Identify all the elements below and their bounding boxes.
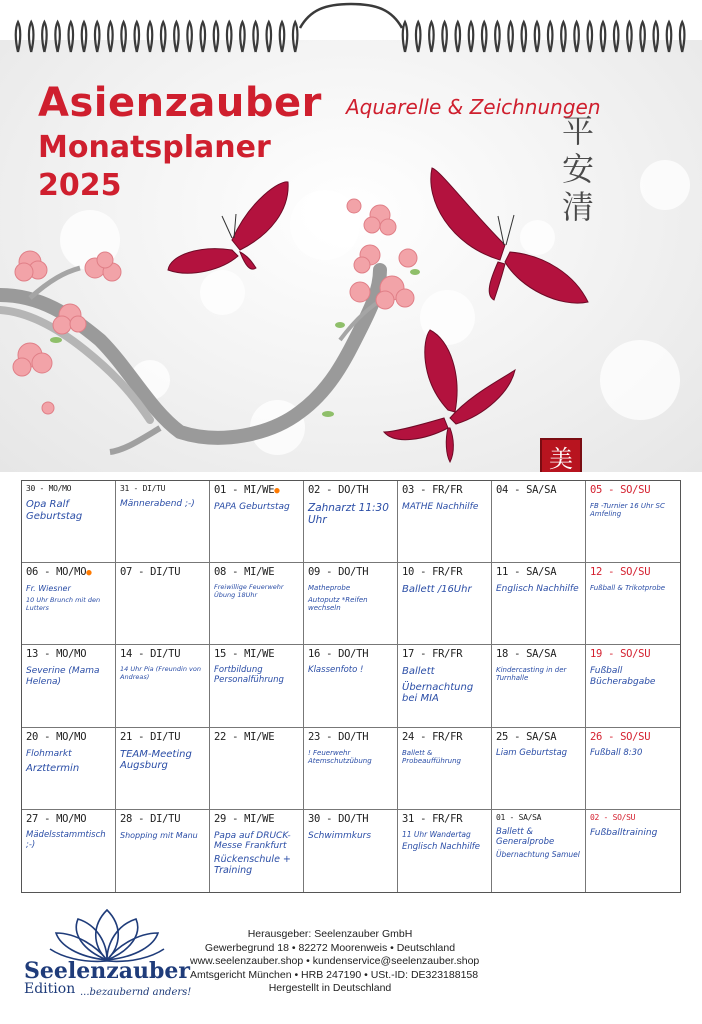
binding-ring	[654, 22, 659, 52]
day-cell	[22, 810, 116, 892]
day-cell	[304, 810, 398, 892]
day-cell	[210, 810, 304, 892]
handwritten-note: Liam Geburtstag	[496, 747, 568, 758]
day-label	[496, 813, 581, 822]
binding-ring	[640, 22, 645, 52]
binding-ring	[201, 22, 206, 52]
day-label	[26, 813, 111, 825]
day-cell	[398, 563, 492, 645]
binding-ring	[280, 22, 285, 52]
day-label	[120, 484, 205, 493]
day-cell	[116, 645, 210, 727]
day-label	[26, 648, 111, 660]
calendar-title: Asienzauber	[38, 80, 322, 126]
handwritten-note: Ballett & Probeaufführung	[402, 748, 461, 765]
day-cell	[210, 728, 304, 810]
binding-ring	[135, 22, 140, 52]
binding-ring	[574, 22, 579, 52]
binding-ring	[121, 22, 126, 52]
handwritten-note: Fortbildung Personalführung	[214, 665, 284, 686]
day-label	[26, 566, 111, 578]
handwritten-note: 10 Uhr Brunch mit den Lutters	[26, 596, 101, 612]
day-label-text: 24 - FR/FR	[402, 730, 463, 743]
holiday-dot-icon: ●	[86, 568, 92, 579]
day-label	[402, 813, 487, 825]
day-label	[496, 566, 581, 578]
day-label	[214, 566, 299, 578]
binding-ring	[214, 22, 219, 52]
binding-ring	[627, 22, 632, 52]
day-label-text: 29 - MI/WE	[214, 812, 275, 825]
handwritten-note: Klassenfoto !	[308, 665, 364, 676]
day-label	[26, 731, 111, 743]
day-label-text: 06 - MO/MO	[26, 566, 87, 579]
handwritten-note: Arzttermin	[26, 762, 80, 774]
day-label	[214, 484, 299, 496]
day-label	[214, 813, 299, 825]
handwritten-note: Ballett & Generalprobe	[496, 826, 555, 847]
handwritten-note: Männerabend ;-)	[120, 499, 195, 509]
day-cell	[586, 563, 680, 645]
day-label-text: 16 - DO/TH	[308, 648, 369, 661]
day-cell	[304, 728, 398, 810]
binding-ring	[508, 22, 512, 52]
red-seal-stamp: 美	[540, 438, 582, 472]
day-label-text: 15 - MI/WE	[214, 648, 275, 661]
spiral-binding	[0, 0, 702, 60]
handwritten-note: Freiwillige Feuerwehr Übung 18Uhr	[214, 583, 284, 599]
cover-artwork	[0, 40, 702, 472]
binding-ring	[253, 22, 258, 52]
binding-ring	[187, 22, 192, 52]
day-label-text: 01 - SA/SA	[496, 812, 542, 822]
day-label	[120, 731, 205, 743]
day-label-text: 22 - MI/WE	[214, 730, 275, 743]
day-label-text: 20 - MO/MO	[26, 730, 87, 743]
publisher-slogan: ...bezaubernd anders!	[80, 987, 192, 998]
handwritten-note: Übernachtung Samuel	[496, 850, 580, 860]
binding-ring	[469, 22, 474, 52]
binding-ring	[601, 22, 606, 52]
day-label-text: 13 - MO/MO	[26, 648, 87, 661]
imprint-line: Hergestellt in Deutschland	[268, 982, 392, 995]
day-cell	[22, 481, 116, 563]
day-cell	[492, 481, 586, 563]
imprint-line: Herausgeber: Seelenzauber GmbH	[247, 928, 413, 940]
day-cell	[304, 645, 398, 727]
handwritten-note: Rückenschule + Training	[214, 854, 291, 877]
handwritten-note: Englisch Nachhilfe	[496, 584, 579, 595]
day-label-text: 28 - DI/TU	[120, 812, 181, 825]
binding-ring	[82, 22, 87, 52]
day-label	[308, 813, 393, 825]
calendar-subtitle-planner: Monatsplaner	[38, 130, 271, 165]
handwritten-note: Fr. Wiesner	[26, 584, 71, 594]
day-cell	[398, 481, 492, 563]
day-label	[214, 648, 299, 660]
binding-ring	[161, 22, 166, 52]
day-label	[402, 648, 487, 660]
publisher-logo-name: Seelenzauber	[24, 958, 190, 984]
day-label	[402, 484, 487, 496]
day-cell	[210, 645, 304, 727]
day-label-text: 02 - SO/SU	[590, 812, 636, 822]
binding-ring	[416, 22, 421, 52]
handwritten-note: Fußball & Trikotprobe	[590, 584, 666, 593]
binding-ring	[429, 22, 434, 52]
day-label	[590, 813, 676, 822]
handwritten-note: Fußballtraining	[590, 827, 658, 838]
binding-ring	[108, 22, 113, 52]
day-cell	[398, 728, 492, 810]
day-cell	[492, 728, 586, 810]
day-label-text: 14 - DI/TU	[120, 648, 181, 661]
day-cell	[22, 728, 116, 810]
binding-ring	[588, 22, 593, 52]
day-label	[590, 484, 676, 496]
handwritten-note: Papa auf DRUCK-Messe Frankfurt	[214, 830, 291, 852]
binding-ring	[403, 22, 408, 52]
handwritten-note: Matheprobe	[308, 584, 351, 593]
handwritten-note: ! Feuerwehr Atemschutzübung	[308, 748, 372, 765]
day-cell	[398, 810, 492, 892]
day-label	[590, 731, 676, 743]
day-label-text: 03 - FR/FR	[402, 484, 463, 496]
imprint-block	[190, 928, 480, 996]
binding-ring	[227, 22, 232, 52]
day-cell	[492, 563, 586, 645]
day-label-text: 25 - SA/SA	[496, 730, 557, 743]
kanji-char: 平	[561, 112, 594, 150]
day-cell	[210, 563, 304, 645]
handwritten-note: Fußball Bücherabgabe	[590, 666, 656, 687]
calendar-tagline: Aquarelle & Zeichnungen	[346, 95, 601, 119]
day-label-text: 07 - DI/TU	[120, 566, 181, 579]
handwritten-note: Zahnarzt 11:30 Uhr	[308, 502, 389, 527]
day-cell	[116, 810, 210, 892]
day-cell	[586, 645, 680, 727]
day-label	[496, 648, 581, 660]
handwritten-note: 14 Uhr Pia (Freundin von Andreas)	[120, 665, 201, 681]
binding-ring	[293, 22, 298, 52]
day-label	[120, 813, 205, 825]
holiday-dot-icon: ●	[274, 486, 280, 496]
day-cell	[22, 563, 116, 645]
binding-ring	[548, 22, 553, 52]
binding-ring	[442, 22, 447, 52]
handwritten-note: Ballett /16Uhr	[402, 584, 472, 596]
day-cell	[22, 645, 116, 727]
imprint-line: www.seelenzauber.shop • kundenservice@seelenzauber.shop	[190, 955, 480, 968]
day-label-text: 30 - DO/TH	[308, 812, 369, 825]
binding-ring	[174, 22, 179, 52]
day-label	[308, 731, 393, 743]
day-label-text: 08 - MI/WE	[214, 566, 275, 579]
day-label-text: 01 - MI/WE	[214, 484, 275, 496]
day-label-text: 11 - SA/SA	[496, 566, 557, 579]
handwritten-note: Flohmarkt	[26, 748, 72, 759]
day-label	[120, 566, 205, 578]
day-label-text: 04 - SA/SA	[496, 484, 557, 496]
day-label-text: 31 - FR/FR	[402, 812, 463, 825]
day-label-text: 12 - SO/SU	[590, 566, 651, 579]
day-label-text: 31 - DI/TU	[120, 484, 166, 493]
day-label	[496, 731, 581, 743]
day-cell	[492, 645, 586, 727]
handwritten-note: Mädelsstammtisch ;-)	[26, 829, 106, 850]
kanji-column	[556, 112, 600, 226]
day-cell	[586, 481, 680, 563]
handwritten-note: Fußball 8:30	[590, 747, 643, 758]
day-label-text: 26 - SO/SU	[590, 730, 651, 743]
day-label-text: 10 - FR/FR	[402, 566, 463, 579]
day-cell	[586, 728, 680, 810]
calendar-year: 2025	[38, 168, 122, 203]
day-label-text: 17 - FR/FR	[402, 648, 463, 661]
day-cell	[210, 481, 304, 563]
binding-ring	[240, 22, 245, 52]
day-label	[308, 566, 393, 578]
binding-ring	[561, 22, 566, 52]
day-label-text: 21 - DI/TU	[120, 730, 181, 743]
handwritten-note: Severine (Mama Helena)	[26, 666, 100, 687]
binding-ring	[495, 22, 500, 52]
binding-ring	[16, 22, 21, 52]
day-label	[308, 648, 393, 660]
day-label-text: 02 - DO/TH	[308, 484, 369, 496]
handwritten-note: 11 Uhr Wandertag	[402, 829, 471, 839]
day-cell	[116, 481, 210, 563]
binding-ring	[42, 22, 47, 52]
handwritten-note: Übernachtung bei MIA	[402, 681, 474, 705]
handwritten-note: MATHE Nachhilfe	[402, 502, 479, 512]
day-label	[308, 484, 393, 496]
binding-ring	[522, 22, 527, 52]
day-label	[496, 484, 581, 496]
day-label	[590, 566, 676, 578]
handwritten-note: Ballett	[402, 666, 435, 678]
kanji-char: 清	[561, 188, 594, 226]
handwritten-note: PAPA Geburtstag	[214, 502, 290, 512]
day-label	[402, 731, 487, 743]
day-label	[402, 566, 487, 578]
day-cell	[116, 728, 210, 810]
lotus-logo-icon	[22, 905, 192, 965]
handwritten-note: Shopping mit Manu	[120, 830, 198, 840]
imprint-line: Gewerbegrund 18 • 82272 Moorenweis • Deutschland	[204, 941, 456, 954]
day-cell	[304, 481, 398, 563]
day-cell	[398, 645, 492, 727]
binding-ring	[535, 22, 540, 52]
binding-ring	[69, 22, 74, 52]
day-cell	[304, 563, 398, 645]
handwritten-note: Kindercasting in der Turnhalle	[496, 666, 567, 683]
day-label	[590, 648, 676, 660]
day-cell	[492, 810, 586, 892]
binding-ring	[55, 22, 60, 52]
day-label-text: 18 - SA/SA	[496, 648, 557, 661]
handwritten-note: Schwimmkurs	[308, 830, 372, 841]
day-label-text: 19 - SO/SU	[590, 648, 651, 661]
handwritten-note: TEAM-Meeting Augsburg	[120, 748, 192, 772]
day-label-text: 27 - MO/MO	[26, 812, 87, 825]
day-label	[214, 731, 299, 743]
binding-ring	[267, 22, 272, 52]
imprint-line: Amtsgericht München • HRB 247190 • USt.-ID: DE323188158	[190, 968, 479, 981]
day-label-text: 05 - SO/SU	[590, 484, 651, 496]
binding-ring	[614, 22, 619, 52]
day-cell	[116, 563, 210, 645]
handwritten-note: Autoputz *Reifen wechseln	[308, 596, 368, 613]
kanji-char: 安	[561, 150, 594, 188]
binding-ring	[95, 22, 100, 52]
binding-ring	[456, 22, 461, 52]
day-label-text: 30 - MO/MO	[26, 484, 72, 493]
binding-ring	[680, 22, 685, 52]
month-grid	[21, 480, 681, 893]
handwritten-note: Englisch Nachhilfe	[402, 842, 481, 853]
day-label-text: 09 - DO/TH	[308, 566, 369, 579]
handwritten-note: FB -Turnier 16 Uhr SC Amfeling	[590, 502, 665, 519]
day-label	[120, 648, 205, 660]
publisher-logo-edition: Edition	[24, 981, 76, 997]
binding-ring	[667, 22, 672, 52]
binding-ring	[148, 22, 153, 52]
binding-ring	[29, 22, 34, 52]
binding-ring	[482, 22, 487, 52]
handwritten-note: Opa Ralf Geburtstag	[26, 499, 83, 522]
day-label-text: 23 - DO/TH	[308, 730, 369, 743]
day-cell	[586, 810, 680, 892]
day-label	[26, 484, 111, 493]
